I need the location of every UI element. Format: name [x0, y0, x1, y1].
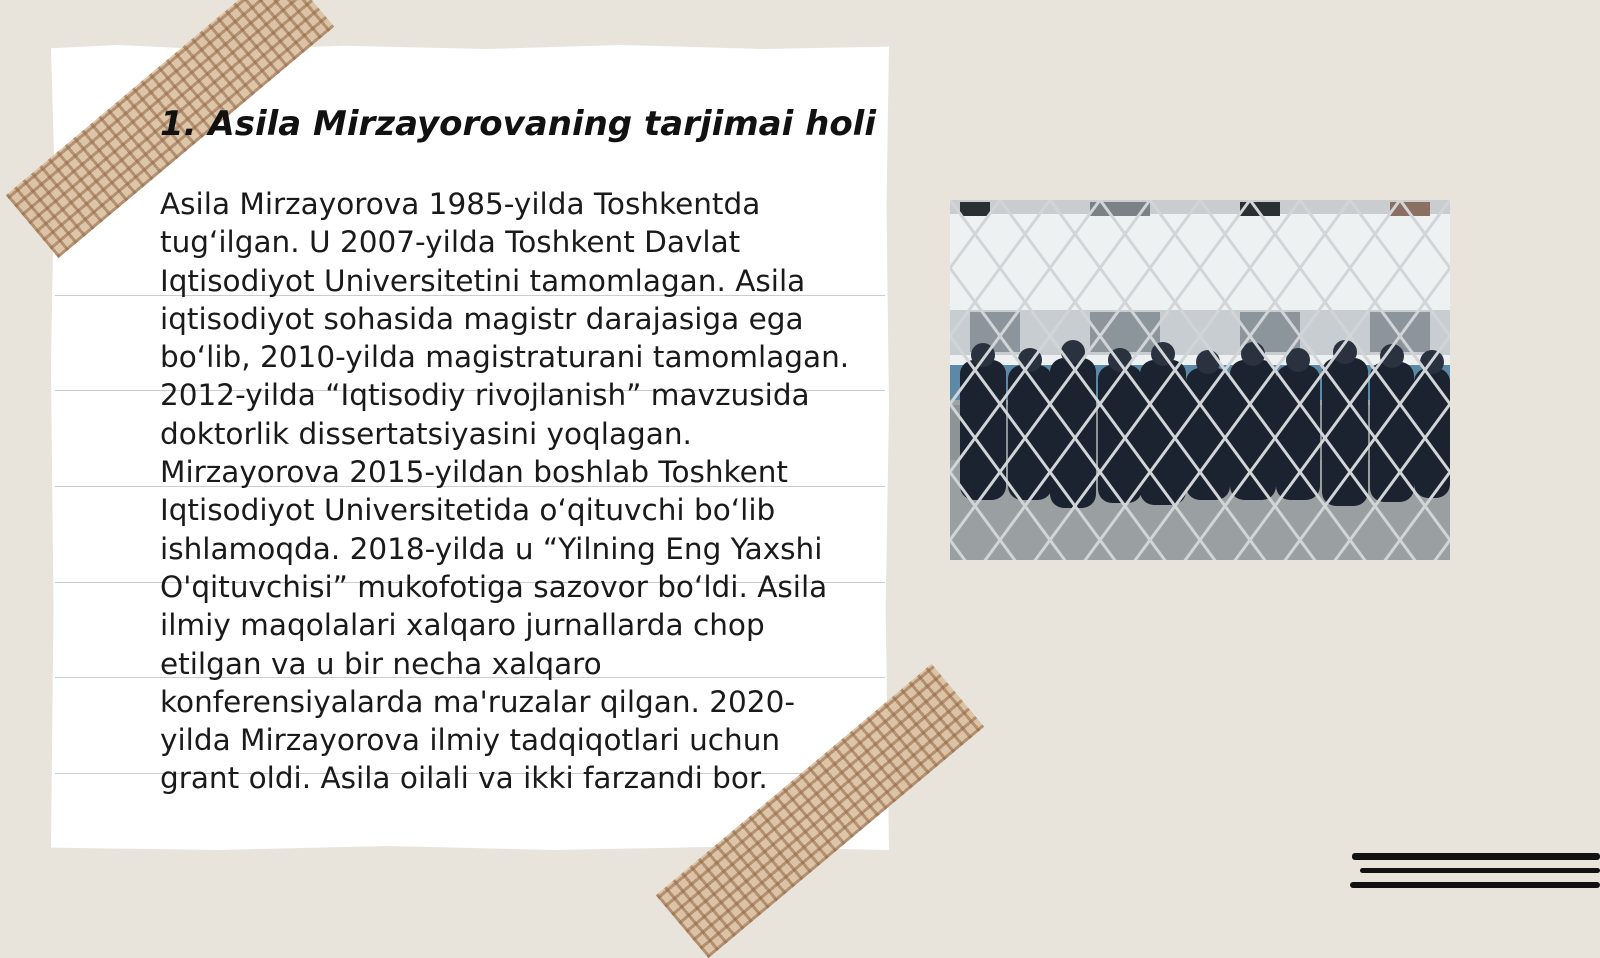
slide-title: 1. Asila Mirzayorovaning tarjimai holi: [160, 104, 876, 144]
biography-text: Asila Mirzayorova 1985-yilda Toshkentda tugʻilgan. U 2007-yilda Toshkent Davlat Iqtisodiyot Universitetini tamomlagan. Asila iqtisodiyot sohasida magistr darajasiga ega boʻlib, 2010-yilda magistraturani tamomlagan. 2012-yilda “Iqtisodiy rivojlanish” mavzusida doktorlik dissertatsiyasini yoqlagan. Mirzayorova 2015-yildan boshlab Toshkent Iqtisodiyot Universitetida oʻqituvchi boʻlib ishlamoqda. 2018-yilda u “Yilning Eng Yaxshi O'qituvchisi” mukofotiga sazovor boʻldi. Asila ilmiy maqolalari xalqaro jurnallarda chop etilgan va u bir necha xalqaro konferensiyalarda ma'ruzalar qilgan. 2020-yilda Mirzayorova ilmiy tadqiqotlari uchun grant oldi. Asila oilali va ikki farzandi bor.: [160, 187, 850, 796]
fence-photo-illustration: [950, 200, 1450, 560]
decorative-brush-stroke: [1350, 882, 1600, 888]
decorative-brush-stroke: [1352, 853, 1600, 860]
decorative-brush-stroke: [1360, 868, 1600, 873]
fence-photo: [950, 200, 1450, 560]
